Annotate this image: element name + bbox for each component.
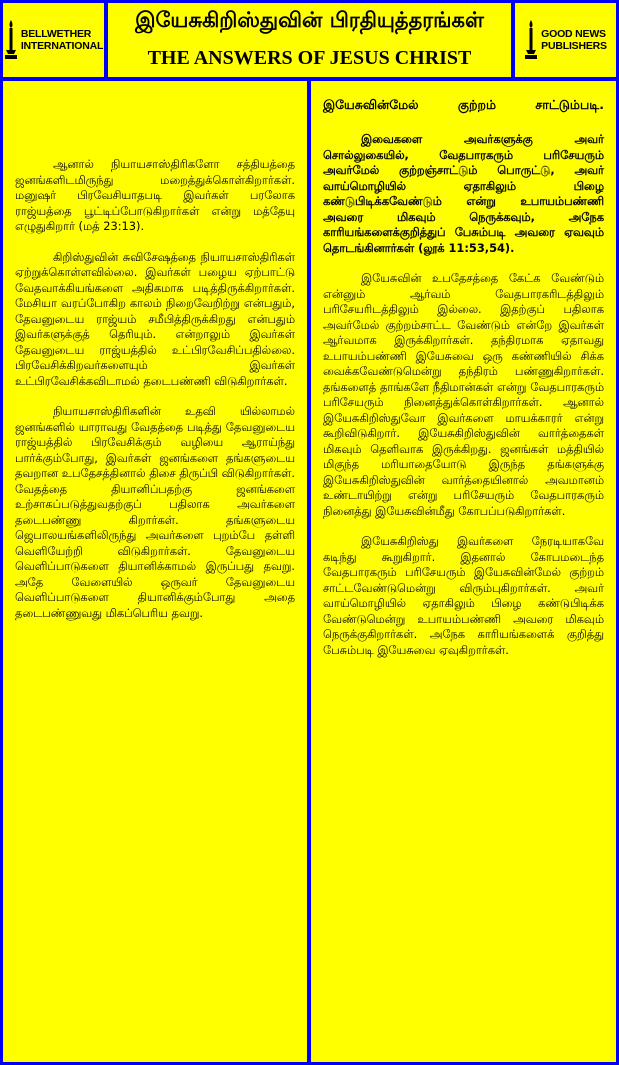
candlestick-icon <box>524 18 538 62</box>
good-news-logo <box>515 3 616 77</box>
title-english: THE ANSWERS OF JESUS CHRIST <box>147 47 472 69</box>
scripture-quote: இவைகளை அவர்களுக்கு அவர் சொல்லுகையில், வேதபாரகரும் பரிசேயரும் அவர்மேல் குற்றஞ்சாட்டும் பொருட்டு, அவர் வாய்மொழியில் ஏதாகிலும் பிழை கண்டுபிடிக்கவேண்டும் என்று உபாயம்பண்ணி அவரை மிகவும் நெருக்கவும், அநேக காரியங்களைக்குறித்துப் பேசும்படி அவரை ஏவவும் தொடங்கினார்கள் (லூக் 11:53,54). <box>323 132 604 255</box>
bellwether-logo <box>3 3 104 77</box>
right-paragraph-2: இயேசுகிறிஸ்து இவர்களை நேரடியாகவே கடிந்து கூறுகிறார். இதனால் கோபமடைந்த வேதபாரகரும் பரிசேயரும் இயேசுவின்மேல் குற்றம் சாட்டவேண்டுமென்று விரும்புகிறார்கள். அவர் வாய்மொழியில் ஏதாகிலும் பிழை கண்டுபிடிக்க வேண்டுமென்று உபாயம்பண்ணி அவரை மிகவும் நெருக்குகிறார்கள். அநேக காரியங்களைக் குறித்து பேசும்படி இயேசுவை ஏவுகிறார்கள். <box>323 534 604 657</box>
title-box <box>108 3 511 77</box>
left-paragraph-2: கிறிஸ்துவின் சுவிசேஷத்தை நியாயசாஸ்திரிகள் ஏற்றுக்கொள்ளவில்லை. இவர்கள் பழைய ஏற்பாட்டு வேதவாக்கியங்களை அதிகமாக படித்திருக்கிறார்கள். மேசியா வரப்போகிற காலம் நிறைவேறிற்று என்பதும், தேவனுடைய ராஜ்யம் சமீபித்திருக்கிறது என்பதும் இவர்களுக்குத் தெரியும். என்றாலும் இவர்கள் தேவனுடைய ராஜ்யத்தில் உட்பிரவேசிப்பதில்லை. பிரவேசிக்கிறவர்களையும் இவர்கள் உட்பிரவேசிக்கவிடாமல் தடைபண்ணி விடுகிறார்கள். <box>15 249 295 388</box>
candlestick-icon <box>4 18 18 62</box>
left-logo-line2: INTERNATIONAL <box>20 40 104 52</box>
title-tamil: இயேசுகிறிஸ்துவின் பிரதியுத்தரங்கள் <box>135 7 484 32</box>
right-paragraph-1: இயேசுவின் உபதேசத்தை கேட்க வேண்டும் என்னும் ஆர்வம் வேதபாரகரிடத்திலும் பரிசேயரிடத்திலும் இல்லை. இதற்குப் பதிலாக அவர்மேல் குற்றம்சாட்ட வேண்டும் என்றே இவர்கள் ஆர்வமாக இருக்கிறார்கள். தந்திரமாக ஏதாவது உபாயம்பண்ணி இயேசுவை ஒரு கண்ணியில் சிக்க வைக்கவேண்டுமென்று தந்திரம் பண்ணுகிறார்கள். தங்களைத் தாங்களே நீதிமான்கள் என்று வேதபாரகரும் பரிசேயரும் நினைத்துக்கொள்கிறார்கள். ஆனால் இயேசுகிறிஸ்துவோ இவர்களை மாயக்காரர் என்று கூறிவிடுகிறார். இயேசுகிறிஸ்துவின் வார்த்தைகள் மிகவும் தெளிவாக இருக்கிறது. ஜனங்கள் மத்தியில் மிகுந்த மரியாதையோடு இருந்த தங்களுக்கு இயேசுகிறிஸ்துவின் வார்த்தையினால் அவமானம் உண்டாயிற்று என்று பரிசேயரும் வேதபாரகரும் நினைத்து இயேசுவின்மீது கோபப்படுகிறார்கள். <box>323 271 604 518</box>
right-logo-line1: GOOD NEWS <box>541 28 606 40</box>
section-heading: இயேசுவின்மேல் குற்றம் சாட்டும்படி. <box>323 97 604 112</box>
left-column <box>3 81 307 1062</box>
left-logo-line1: BELLWETHER <box>20 28 92 40</box>
right-logo-line2: PUBLISHERS <box>541 40 607 52</box>
right-column <box>311 81 616 1062</box>
left-paragraph-1: ஆனால் நியாயசாஸ்திரிகளோ சத்தியத்தை ஜனங்களிடமிருந்து மறைத்துக்கொள்கிறார்கள். மனுஷர் பிரவேசியாதபடி இவர்கள் பரலோக ராஜ்யத்தை பூட்டிப்போடுகிறார்கள் என்று மத்தேயு எழுதுகிறார் (மத் 23:13). <box>15 157 295 233</box>
left-paragraph-3: நியாயசாஸ்திரிகளின் உதவி யில்லாமல் ஜனங்களில் யாராவது வேதத்தை படித்து தேவனுடைய ராஜ்யத்தில் பிரவேசிக்கும் வழியை ஆராய்ந்து பார்க்கும்போது, இவர்கள் ஜனங்களை தங்களுடைய தவறான உபதேசத்தினால் திசை திருப்பி விடுகிறார்கள். வேதத்தை தியானிப்பதற்கு ஜனங்களை உற்சாகப்படுத்துவதற்குப் பதிலாக அவர்களை தடைபண்ணு கிறார்கள். தங்களுடைய ஜெபாலயங்களிலிருந்து அவர்களை புறம்பே தள்ளி வெளியேற்றி விடுகிறார்கள். தேவனுடைய வெளிப்பாடுகளை தியானிக்காமல் இருப்பது தவறு. அதே வேளையில் ஒருவர் தேவனுடைய வெளிப்பாடுகளை தியானிக்கும்போது அதை தடைபண்ணுவது மிகப்பெரிய தவறு. <box>15 404 295 620</box>
